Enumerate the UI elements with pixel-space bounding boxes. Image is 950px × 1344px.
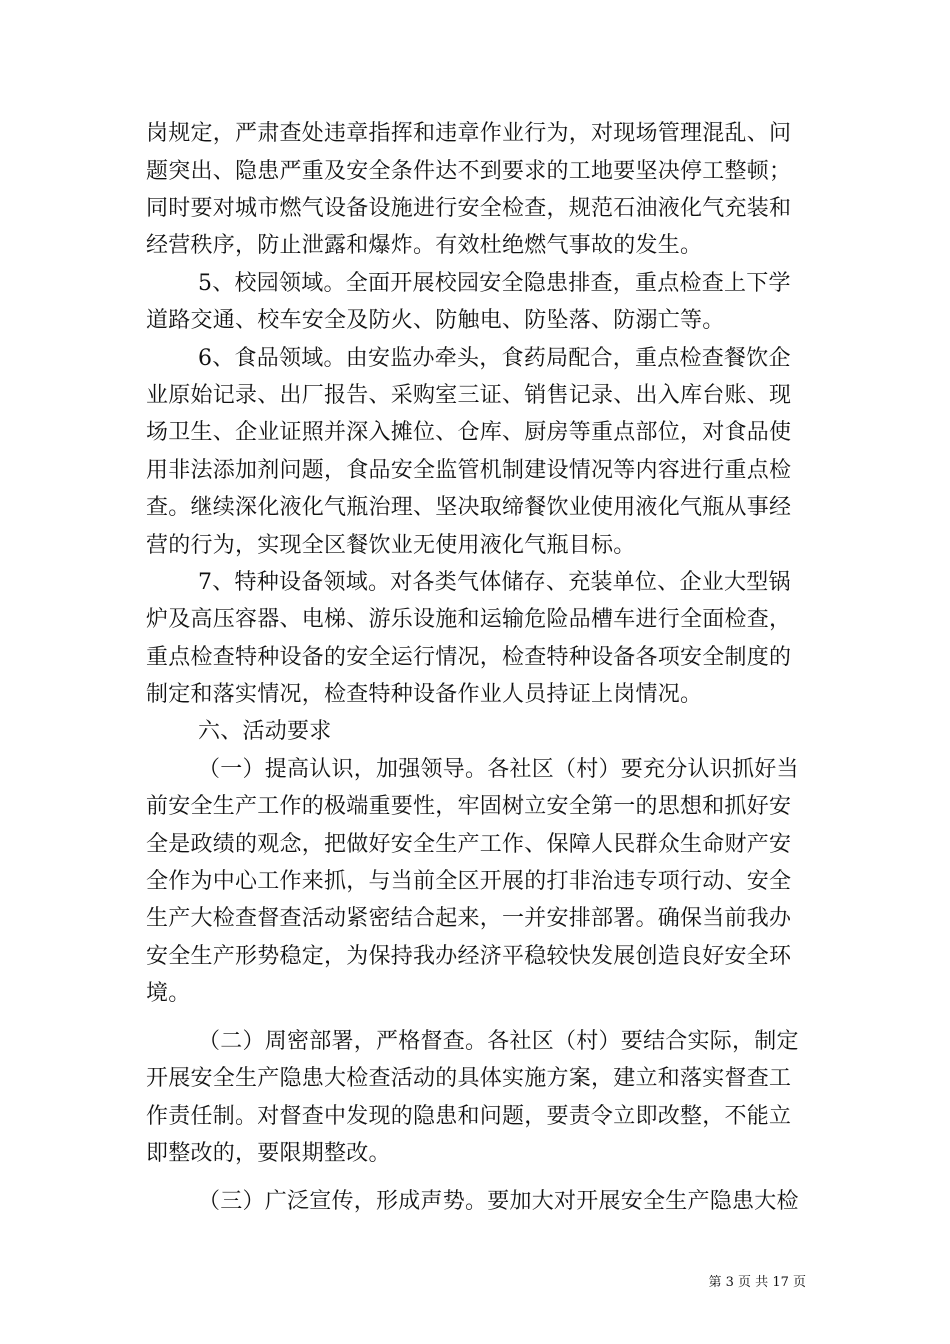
text-line: 岗规定，严肃查处违章指挥和违章作业行为，对现场管理混乱、问 <box>146 121 792 146</box>
text-line: （三）广泛宣传，形成声势。要加大对开展安全生产隐患大检 <box>198 1189 799 1214</box>
text-line: 7、特种设备领域。对各类气体储存、充装单位、企业大型锅 <box>198 570 791 595</box>
text-line: 重点检查特种设备的安全运行情况，检查特种设备各项安全制度的 <box>146 645 792 670</box>
text-line: 全是政绩的观念，把做好安全生产工作、保障人民群众生命财产安 <box>146 832 792 857</box>
text-line: 道路交通、校车安全及防火、防触电、防坠落、防溺亡等。 <box>146 308 725 333</box>
text-line: 用非法添加剂问题，食品安全监管机制建设情况等内容进行重点检 <box>146 458 792 483</box>
page-number: 第 3 页 共 17 页 <box>708 1275 806 1290</box>
text-line: 题突出、隐患严重及安全条件达不到要求的工地要坚决停工整顿； <box>146 159 792 184</box>
text-line: 开展安全生产隐患大检查活动的具体实施方案，建立和落实督查工 <box>146 1066 792 1091</box>
text-line: （一）提高认识，加强领导。各社区（村）要充分认识抓好当 <box>198 757 799 782</box>
text-line: 炉及高压容器、电梯、游乐设施和运输危险品槽车进行全面检查， <box>146 607 792 632</box>
text-line: 营的行为，实现全区餐饮业无使用液化气瓶目标。 <box>146 533 636 558</box>
text-line: 全作为中心工作来抓，与当前全区开展的打非治违专项行动、安全 <box>146 869 792 894</box>
text-line: 前安全生产工作的极端重要性，牢固树立安全第一的思想和抓好安 <box>146 794 792 819</box>
text-line: 同时要对城市燃气设备设施进行安全检查，规范石油液化气充装和 <box>146 196 792 221</box>
text-line: 经营秩序，防止泄露和爆炸。有效杜绝燃气事故的发生。 <box>146 233 703 258</box>
text-line: 查。继续深化液化气瓶治理、坚决取缔餐饮业使用液化气瓶从事经 <box>146 495 792 520</box>
text-line: 生产大检查督查活动紧密结合起来，一并安排部署。确保当前我办 <box>146 906 792 931</box>
text-line: 业原始记录、出厂报告、采购室三证、销售记录、出入库台账、现 <box>146 383 792 408</box>
section-heading: 六、活动要求 <box>198 719 332 744</box>
text-line: 场卫生、企业证照并深入摊位、仓库、厨房等重点部位，对食品使 <box>146 420 792 445</box>
text-line: 6、食品领域。由安监办牵头，食药局配合，重点检查餐饮企 <box>198 346 791 371</box>
text-line: 境。 <box>146 981 191 1006</box>
text-line: 安全生产形势稳定，为保持我办经济平稳较快发展创造良好安全环 <box>146 944 792 969</box>
text-line: 制定和落实情况，检查特种设备作业人员持证上岗情况。 <box>146 682 703 707</box>
text-line: 5、校园领域。全面开展校园安全隐患排查，重点检查上下学 <box>198 271 791 296</box>
text-line: （二）周密部署，严格督查。各社区（村）要结合实际，制定 <box>198 1029 799 1054</box>
text-line: 即整改的，要限期整改。 <box>146 1141 391 1166</box>
text-line: 作责任制。对督查中发现的隐患和问题，要责令立即改整，不能立 <box>146 1104 792 1129</box>
